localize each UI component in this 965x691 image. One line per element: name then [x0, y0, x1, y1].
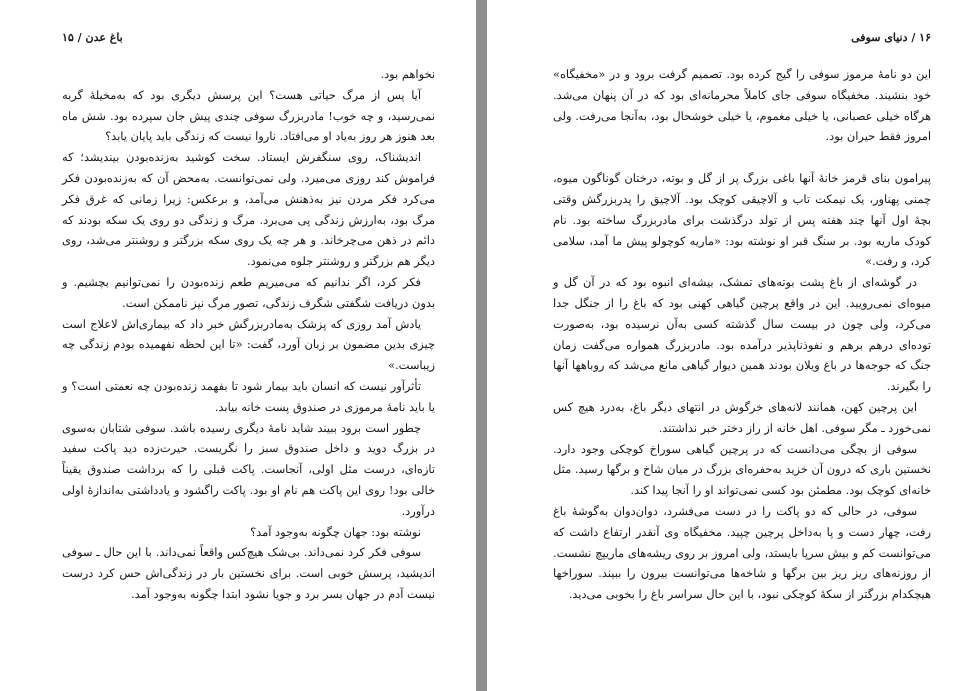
paragraph: سوفی از بچگی می‌دانست که در پرچین گیاهی سوراخ کوچکی وجود دارد. نخستین باری که درون آن خزید به‌حفره‌ای بزرگ در میان شاخ و برگها رسید. مثل خانه‌ای کوچک بود. مطمئن بود کسی نمی‌تواند او را آنجا پیدا کند.: [553, 441, 931, 498]
paragraph: سوفی فکر کرد نمی‌داند. بی‌شک هیچ‌کس واقعاً نمی‌داند. با این حال ـ سوفی اندیشید، پرسش خوبی است. برای نخستین بار در زندگی‌اش حس کرد درست نیست آدم در جهان بسر برد و جویا نشود ابتدا چگونه به‌وجود آمد.: [62, 545, 435, 601]
left-page: [0, 0, 476, 691]
paragraph: این دو نامهٔ مرموز سوفی را گیج کرده بود. تصمیم گرفت برود و در «مخفیگاه» خود بنشیند. مخفیگاه سوفی جای کاملاً محرمانه‌ای بود که در آن پنهان می‌شد. هرگاه خیلی عصبانی، یا خیلی مغموم، یا خیلی خوشحال بود، به‌آنجا می‌رفت. ولی امروز فقط حیران بود.: [553, 67, 931, 144]
paragraph: این پرچین کهن، همانند لانه‌های خرگوش در انتهای دیگر باغ، به‌درد هیچ کس نمی‌خورد ـ مگر سوفی. اهل خانه از راز دختر خبر نداشتند.: [553, 399, 931, 435]
right-page: [487, 0, 965, 691]
page-body: [62, 64, 435, 605]
page-header: باغ عدن / ۱۵: [62, 31, 123, 44]
page-body: [553, 64, 931, 605]
page-header: ۱۶ / دنیای سوفی: [851, 31, 931, 44]
paragraph: فکر کرد، اگر ندانیم که می‌میریم طعم زنده‌بودن را نمی‌توانیم بچشیم. و بدون دریافت شگفتی شگرف زندگی، تصور مرگ نیز ناممکن است.: [62, 274, 435, 310]
paragraph: چطور است برود ببیند شاید نامهٔ دیگری رسیده باشد. سوفی شتابان به‌سوی در بزرگ دوید و داخل صندوق سبز را نگریست. حیرت‌زده دید پاکت سفید تازه‌ای، درست مثل اولی، آنجاست. پاکت قبلی را که برداشت صندوق یقیناً خالی بود! روی این پاکت هم نام او بود. پاکت راگشود و یادداشتی به‌اندازهٔ اولی درآورد.: [62, 420, 435, 518]
paragraph: آیا پس از مرگ حیاتی هست؟ این پرسش دیگری بود که به‌مخیلهٔ گربه نمی‌رسید، و چه خوب! مادربزرگ سوفی چندی پیش جان سپرده بود. شش ماه بعد هنوز هر روز به‌یاد او می‌افتاد. ناروا نیست که زندگی باید پایان یابد؟: [62, 87, 435, 144]
paragraph: سوفی، در حالی که دو پاکت را در دست می‌فشرد، دوان‌دوان به‌گوشهٔ باغ رفت، چهار دست و پا به‌داخل پرچین چپید. مخفیگاه وی آنقدر ارتفاع داشت که می‌توانست کم و بیش سرپا بایستد، ولی امروز بر روی ریشه‌های ماریپچ نشست. از روزنه‌های ریز ریز بین برگها و شاخه‌ها می‌توانست بیرون را ببیند. سوراخها هیچکدام بزرگتر از سکهٔ کوچکی نبود، با این حال سراسر باغ را بخوبی می‌دید.: [553, 503, 931, 602]
book-spine-divider: [476, 0, 487, 691]
paragraph: یادش آمد روزی که پزشک به‌مادربزرگش خبر داد که بیماری‌اش لاعلاج است چیزی بدین مضمون بر زبان آورد، گفت: «تا این لحظه نفهمیده بودم زندگی چه زیباست.»: [62, 316, 435, 373]
paragraph: در گوشه‌ای از باغ پشت بوته‌های تمشک، بیشه‌ای انبوه بود که در آن گل و میوه‌ای نمی‌رویید. این در واقع پرچین گیاهی کهنی بود که باغ را از جنگل جدا می‌کرد، ولی چون در بیست سال گذشته کسی به‌آن نرسیده بود، به‌صورت توده‌ای درهم برهم و نفوذناپذیر درآمده بود. مادربزرگ همواره می‌گفت زمان جنگ که جوجه‌ها در باغ ویلان بودند همین دیوار گیاهی مانع می‌شد که روباهها آنها را بگیرند.: [553, 275, 931, 394]
paragraph: نخواهم بود.: [380, 67, 435, 81]
paragraph: پیرامون بنای قرمز خانهٔ آنها باغی بزرگ پر از گل و بوته، درختان گوناگون میوه، چمنی پهناور، یک نیمکت تاب و آلاچیقی کوچک بود. آلاچیق را پدربزرگش وقتی بچهٔ اول آنها چند هفته پس از تولد درگذشت برای مادربزرگ ساخته بود. نام کودک ماریه بود. بر سنگ قبر او نوشته بود: «ماریه کوچولو پیش ما آمد، سلامی کرد، و رفت.»: [553, 171, 931, 269]
paragraph: اندیشناک، روی سنگفرش ایستاد. سخت کوشید به‌زنده‌بودن بیندیشد؛ که فراموش کند روزی می‌میرد. ولی نمی‌توانست. به‌محض آن که به‌زنده‌بودن فکر می‌کرد فکر مردن نیز به‌ذهنش می‌آمد، و برعکس: زیرا زمانی که غرق فکر مرگ بود، به‌ارزش زندگی پی می‌برد. مرگ و زندگی دو روی یک سکه بودند که دائم در ذهن می‌چرخاند. و هر چه یک روی سکه بزرگتر و روشنتر می‌شد، روی دیگر هم بزرگتر و روشنتر جلوه می‌نمود.: [62, 150, 435, 269]
paragraph: تأثرآور نیست که انسان باید بیمار شود تا بفهمد زنده‌بودن چه نعمتی است؟ و یا باید نامهٔ مرموزی در صندوق پست خانه بیابد.: [62, 378, 435, 414]
paragraph: نوشته بود: جهان چگونه به‌وجود آمد؟: [250, 524, 421, 539]
